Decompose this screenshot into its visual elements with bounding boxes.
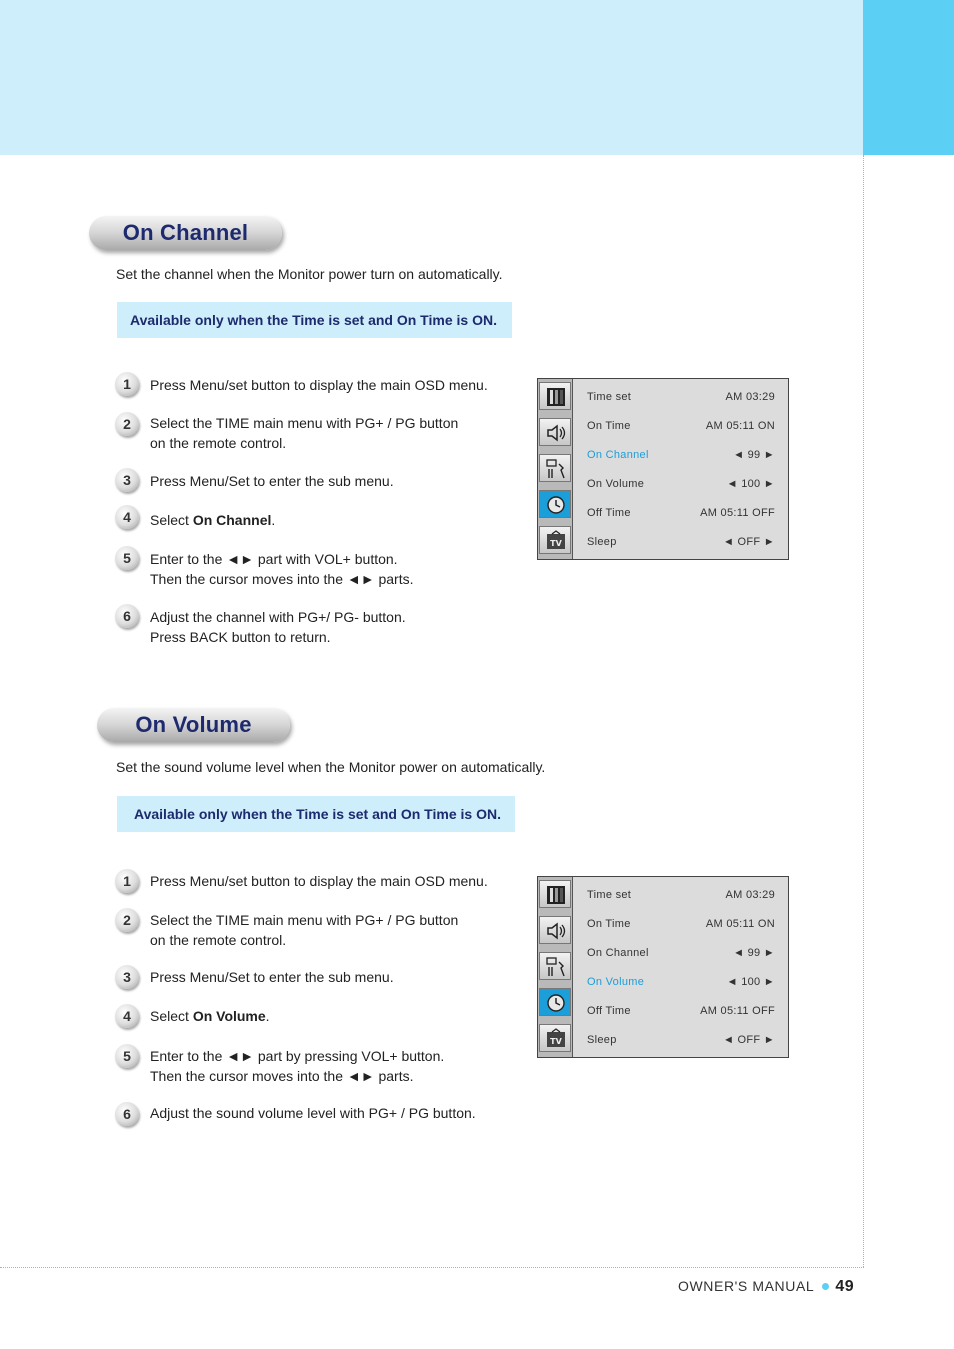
osd-row-value: ◄ 99 ► <box>733 449 775 461</box>
bullet-dot-icon <box>822 1283 829 1290</box>
step-number: 2 <box>115 412 139 436</box>
osd-row-label: Sleep <box>587 536 617 548</box>
section-title: On Volume <box>135 712 252 737</box>
step-number: 3 <box>115 965 139 989</box>
step-text: Press Menu/set button to display the main OSD menu. <box>150 873 488 889</box>
section-heading-on-volume <box>97 708 290 742</box>
osd-menu-row <box>587 976 775 996</box>
osd-menu-row <box>587 1034 775 1054</box>
availability-note: Available only when the Time is set and On Time is ON. <box>117 302 512 338</box>
page-number: 49 <box>835 1278 855 1295</box>
osd-row-label: Time set <box>587 889 632 901</box>
osd-menu-row <box>587 507 775 527</box>
step-number: 1 <box>115 869 139 893</box>
availability-note: Available only when the Time is set and On Time is ON. <box>117 796 515 832</box>
tv-icon <box>539 1024 571 1052</box>
osd-menu-row <box>587 918 775 938</box>
step-number: 3 <box>115 468 139 492</box>
setup-icon <box>539 454 571 482</box>
step-text: Select On Channel. <box>150 512 276 528</box>
section-heading-on-channel <box>89 216 282 250</box>
osd-icon-column <box>538 379 573 559</box>
step-number: 1 <box>115 372 139 396</box>
svg-text:TV: TV <box>550 539 562 548</box>
step-number: 5 <box>115 1044 139 1068</box>
svg-text:TV: TV <box>550 1037 562 1046</box>
page-footer <box>678 1278 854 1296</box>
sound-icon <box>539 418 571 446</box>
step-text: Press Menu/set button to display the main OSD menu. <box>150 377 488 393</box>
clock-icon <box>539 988 571 1016</box>
step-number: 2 <box>115 908 139 932</box>
step-text: Enter to the ◄► part with VOL+ button. Then the cursor moves into the ◄► parts. <box>150 551 414 587</box>
step-number: 4 <box>115 1004 139 1028</box>
osd-time-menu <box>537 378 789 560</box>
osd-row-label: Off Time <box>587 507 631 519</box>
osd-row-value: ◄ 100 ► <box>726 976 775 988</box>
osd-menu-row <box>587 420 775 440</box>
osd-row-label: On Volume <box>587 478 645 490</box>
osd-row-value: ◄ OFF ► <box>723 1034 775 1046</box>
step-text: Adjust the channel with PG+/ PG- button. Press BACK button to return. <box>150 609 406 645</box>
osd-row-value: ◄ 99 ► <box>733 947 775 959</box>
osd-row-label: Time set <box>587 391 632 403</box>
setup-icon <box>539 952 571 980</box>
section-title: On Channel <box>122 220 249 245</box>
osd-row-label: On Time <box>587 420 631 432</box>
osd-time-menu <box>537 876 789 1058</box>
osd-row-value: AM 03:29 <box>725 391 775 403</box>
osd-row-value: AM 05:11 OFF <box>700 1005 775 1017</box>
osd-row-value: AM 03:29 <box>725 889 775 901</box>
step-text: Enter to the ◄► part by pressing VOL+ button. Then the cursor moves into the ◄► parts. <box>150 1048 445 1084</box>
osd-menu-row <box>587 478 775 498</box>
osd-menu-row <box>587 536 775 556</box>
step-text: Select On Volume. <box>150 1008 270 1024</box>
osd-row-value: ◄ OFF ► <box>723 536 775 548</box>
osd-row-label: Sleep <box>587 1034 617 1046</box>
osd-row-value: ◄ 100 ► <box>726 478 775 490</box>
step-text: Adjust the sound volume level with PG+ / PG button. <box>150 1105 476 1121</box>
right-dotted-rule <box>863 155 864 1267</box>
picture-icon <box>539 880 571 908</box>
osd-row-value: AM 05:11 ON <box>705 918 775 930</box>
osd-menu-row <box>587 889 775 909</box>
sound-icon <box>539 916 571 944</box>
step-number: 6 <box>115 604 139 628</box>
header-band <box>0 0 863 155</box>
tv-icon <box>539 526 571 554</box>
osd-row-value: AM 05:11 OFF <box>700 507 775 519</box>
osd-row-label: On Channel <box>587 947 649 959</box>
bottom-dotted-rule <box>0 1267 864 1268</box>
osd-menu-row <box>587 449 775 469</box>
osd-row-label: Off Time <box>587 1005 631 1017</box>
osd-icon-column <box>538 877 573 1057</box>
step-text: Select the TIME main menu with PG+ / PG button on the remote control. <box>150 415 459 451</box>
step-text: Select the TIME main menu with PG+ / PG button on the remote control. <box>150 912 459 948</box>
step-text: Press Menu/Set to enter the sub menu. <box>150 969 394 985</box>
osd-row-value: AM 05:11 ON <box>705 420 775 432</box>
step-number: 6 <box>115 1102 139 1126</box>
step-number: 5 <box>115 546 139 570</box>
clock-icon <box>539 490 571 518</box>
osd-menu-row <box>587 391 775 411</box>
osd-menu-row <box>587 1005 775 1025</box>
picture-icon <box>539 382 571 410</box>
section-intro: Set the channel when the Monitor power turn on automatically. <box>116 266 503 282</box>
section-intro: Set the sound volume level when the Monitor power on automatically. <box>116 759 546 775</box>
step-text: Press Menu/Set to enter the sub menu. <box>150 473 394 489</box>
osd-row-label: On Channel <box>587 449 649 461</box>
osd-menu-row <box>587 947 775 967</box>
header-tab <box>863 0 954 155</box>
footer-label: OWNER'S MANUAL <box>678 1278 815 1294</box>
osd-row-label: On Time <box>587 918 631 930</box>
osd-row-label: On Volume <box>587 976 645 988</box>
step-number: 4 <box>115 505 139 529</box>
